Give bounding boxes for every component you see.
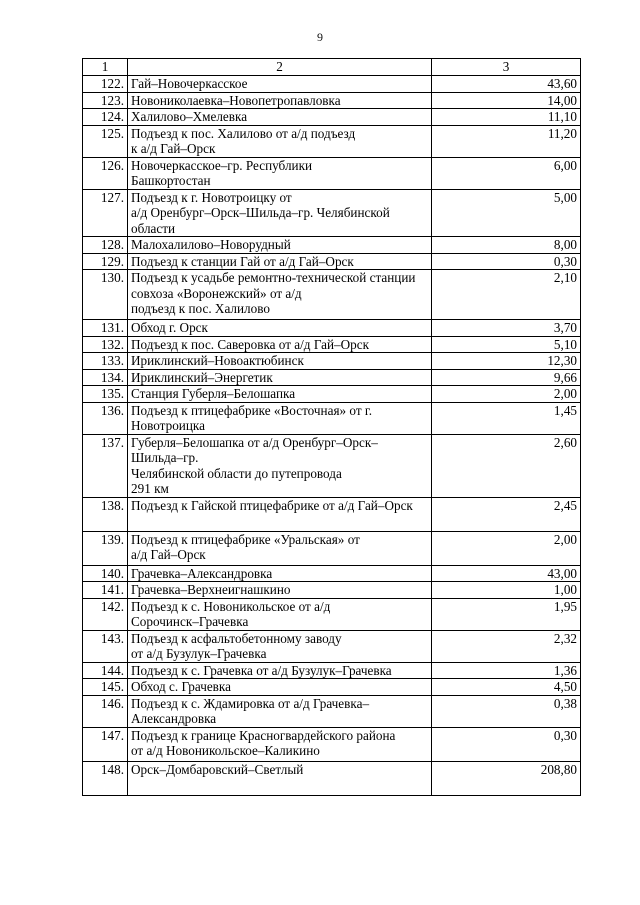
road-length: 9,66 <box>432 369 581 386</box>
table-row <box>83 565 581 582</box>
road-length: 2,60 <box>432 434 581 497</box>
page-number: 9 <box>317 30 323 44</box>
row-number: 146. <box>83 695 128 727</box>
road-length: 0,30 <box>432 727 581 761</box>
table-row <box>83 386 581 403</box>
row-number: 133. <box>83 353 128 370</box>
road-name: Грачевка–Верхнеигнашкино <box>128 582 432 599</box>
road-name: Подъезд к с. Грачевка от а/д Бузулук–Грачевка <box>128 662 432 679</box>
road-length: 6,00 <box>432 157 581 189</box>
road-length: 4,50 <box>432 679 581 696</box>
row-number: 148. <box>83 761 128 795</box>
road-name: Малохалилово–Новорудный <box>128 237 432 254</box>
table-row <box>83 189 581 237</box>
road-length: 208,80 <box>432 761 581 795</box>
table-row <box>83 497 581 531</box>
road-name: Подъезд к птицефабрике «Уральская» от а/д Гай–Орск <box>128 531 432 565</box>
row-number: 132. <box>83 336 128 353</box>
road-length: 3,70 <box>432 320 581 337</box>
road-length: 5,10 <box>432 336 581 353</box>
row-number: 124. <box>83 109 128 126</box>
road-name: Гай–Новочеркасское <box>128 76 432 93</box>
table-row <box>83 434 581 497</box>
row-number: 129. <box>83 253 128 270</box>
table-row <box>83 92 581 109</box>
road-name: Станция Губерля–Белошапка <box>128 386 432 403</box>
table-row <box>83 157 581 189</box>
table-row <box>83 679 581 696</box>
road-name: Халилово–Хмелевка <box>128 109 432 126</box>
road-length: 1,45 <box>432 402 581 434</box>
roads-table <box>82 58 581 796</box>
road-length: 5,00 <box>432 189 581 237</box>
table-row <box>83 662 581 679</box>
row-number: 130. <box>83 270 128 320</box>
road-length: 2,45 <box>432 497 581 531</box>
road-length: 2,00 <box>432 386 581 403</box>
row-number: 140. <box>83 565 128 582</box>
road-name: Подъезд к пос. Халилово от а/д подъезд к а/д Гай–Орск <box>128 125 432 157</box>
row-number: 126. <box>83 157 128 189</box>
road-name: Орск–Домбаровский–Светлый <box>128 761 432 795</box>
road-length: 43,60 <box>432 76 581 93</box>
road-length: 1,95 <box>432 598 581 630</box>
road-name: Подъезд к Гайской птицефабрике от а/д Гай–Орск <box>128 497 432 531</box>
road-length: 12,30 <box>432 353 581 370</box>
row-number: 125. <box>83 125 128 157</box>
table-row <box>83 369 581 386</box>
row-number: 127. <box>83 189 128 237</box>
table-row <box>83 125 581 157</box>
road-name: Подъезд к усадьбе ремонтно-технической станции совхоза «Воронежский» от а/д подъезд к пос. Халилово <box>128 270 432 320</box>
table-row <box>83 253 581 270</box>
table-row <box>83 402 581 434</box>
road-name: Подъезд к с. Новоникольское от а/д Сорочинск–Грачевка <box>128 598 432 630</box>
road-length: 2,10 <box>432 270 581 320</box>
road-length: 1,36 <box>432 662 581 679</box>
row-number: 128. <box>83 237 128 254</box>
road-length: 11,10 <box>432 109 581 126</box>
table-row <box>83 727 581 761</box>
road-length: 0,30 <box>432 253 581 270</box>
table-header-row <box>83 59 581 76</box>
row-number: 147. <box>83 727 128 761</box>
row-number: 136. <box>83 402 128 434</box>
table-row <box>83 353 581 370</box>
road-name: Новониколаевка–Новопетропавловка <box>128 92 432 109</box>
row-number: 138. <box>83 497 128 531</box>
row-number: 139. <box>83 531 128 565</box>
row-number: 137. <box>83 434 128 497</box>
table-row <box>83 320 581 337</box>
road-name: Новочеркасское–гр. Республики Башкортостан <box>128 157 432 189</box>
row-number: 135. <box>83 386 128 403</box>
row-number: 134. <box>83 369 128 386</box>
road-length: 1,00 <box>432 582 581 599</box>
road-length: 14,00 <box>432 92 581 109</box>
table-body <box>83 76 581 796</box>
table-row <box>83 598 581 630</box>
road-name: Подъезд к пос. Саверовка от а/д Гай–Орск <box>128 336 432 353</box>
road-length: 8,00 <box>432 237 581 254</box>
road-name: Подъезд к границе Красногвардейского района от а/д Новоникольское–Каликино <box>128 727 432 761</box>
road-name: Подъезд к г. Новотроицку от а/д Оренбург–Орск–Шильда–гр. Челябинской области <box>128 189 432 237</box>
road-name: Подъезд к птицефабрике «Восточная» от г. Новотроицка <box>128 402 432 434</box>
road-name: Обход г. Орск <box>128 320 432 337</box>
road-name: Грачевка–Александровка <box>128 565 432 582</box>
road-length: 43,00 <box>432 565 581 582</box>
road-length: 0,38 <box>432 695 581 727</box>
table-row <box>83 270 581 320</box>
row-number: 122. <box>83 76 128 93</box>
table-row <box>83 582 581 599</box>
table-row <box>83 630 581 662</box>
row-number: 131. <box>83 320 128 337</box>
road-name: Ириклинский–Энергетик <box>128 369 432 386</box>
header-col-2: 2 <box>128 59 432 76</box>
road-name: Обход с. Грачевка <box>128 679 432 696</box>
road-name: Подъезд к асфальтобетонному заводу от а/д Бузулук–Грачевка <box>128 630 432 662</box>
row-number: 123. <box>83 92 128 109</box>
table-row <box>83 76 581 93</box>
table-row <box>83 761 581 795</box>
table-row <box>83 695 581 727</box>
row-number: 143. <box>83 630 128 662</box>
road-length: 2,32 <box>432 630 581 662</box>
table-row <box>83 237 581 254</box>
row-number: 142. <box>83 598 128 630</box>
table-row <box>83 109 581 126</box>
header-col-3: 3 <box>432 59 581 76</box>
road-name: Подъезд к станции Гай от а/д Гай–Орск <box>128 253 432 270</box>
table-row <box>83 531 581 565</box>
header-col-1: 1 <box>83 59 128 76</box>
road-name: Ириклинский–Новоактюбинск <box>128 353 432 370</box>
road-length: 2,00 <box>432 531 581 565</box>
road-name: Губерля–Белошапка от а/д Оренбург–Орск–Шильда–гр. Челябинской области до путепровода 291 км <box>128 434 432 497</box>
row-number: 141. <box>83 582 128 599</box>
road-length: 11,20 <box>432 125 581 157</box>
row-number: 144. <box>83 662 128 679</box>
table-row <box>83 336 581 353</box>
row-number: 145. <box>83 679 128 696</box>
road-name: Подъезд к с. Ждамировка от а/д Грачевка–Александровка <box>128 695 432 727</box>
